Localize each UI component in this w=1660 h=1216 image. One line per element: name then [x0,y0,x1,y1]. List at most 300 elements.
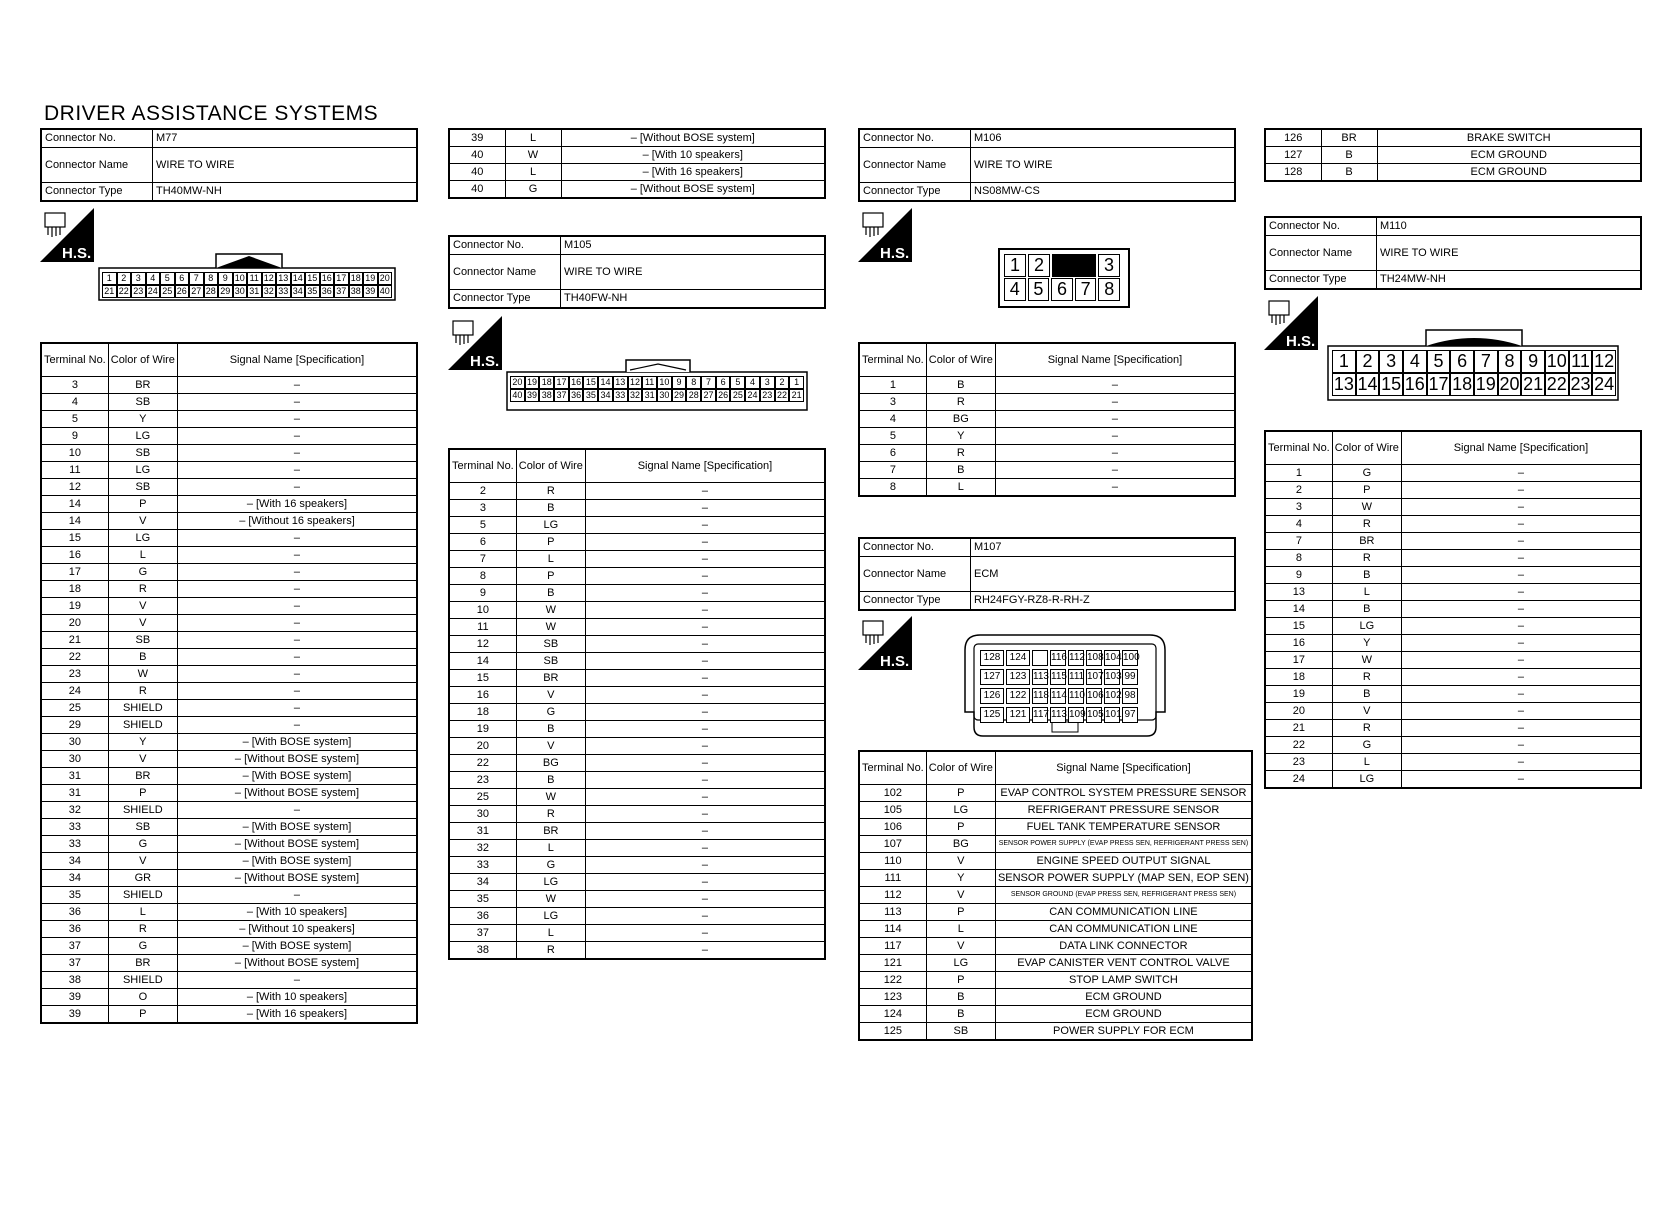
wire-color-cell: B [1332,567,1401,584]
m110-connector-info [1264,216,1642,290]
wire-color-cell: G [516,704,585,721]
table-row [41,394,417,411]
connector-name-label: Connector Name [859,148,971,183]
signal-name-cell: ENGINE SPEED OUTPUT SIGNAL [995,853,1252,870]
wire-color-cell: B [108,649,177,666]
table-row [1265,720,1641,737]
signal-name-cell: – [177,564,417,581]
connector-pin: 10 [657,376,672,389]
signal-name-cell: – [177,394,417,411]
terminal-no-cell: 3 [449,500,516,517]
connector-pin: 12 [1594,351,1615,371]
connector-pin: 3 [760,376,775,389]
terminal-no-cell: 11 [41,462,108,479]
wire-color-cell: R [108,581,177,598]
connector-pin: 1 [789,376,804,389]
connector-pin: 99 [1122,669,1138,685]
terminal-no-cell: 31 [449,823,516,840]
table-row [449,925,825,942]
terminal-no-cell: 30 [41,751,108,768]
m77-pin-grid [102,272,392,298]
connector-pin: 37 [334,285,349,298]
connector-pin: 15 [305,272,320,285]
terminal-no-cell: 15 [41,530,108,547]
table-row [449,585,825,602]
connector-pin: 4 [146,272,161,285]
table-row [859,1023,1252,1041]
wire-color-cell: SHIELD [108,802,177,819]
signal-name-cell: – [177,479,417,496]
terminal-no-cell: 16 [449,687,516,704]
signal-name-cell: – [177,581,417,598]
m107-terminal-table-continued [1264,128,1642,182]
m107-connector-info [858,537,1236,611]
signal-name-cell: – [1401,516,1641,533]
signal-name-cell: – [Without BOSE system] [561,181,825,199]
terminal-no-cell: 8 [1265,550,1332,567]
signal-name-cell: – [With BOSE system] [177,853,417,870]
connector-pin: 124 [1006,650,1030,666]
harness-side-icon [448,316,502,370]
connector-pin: 112 [1068,650,1084,666]
table-row [41,1006,417,1024]
table-row [1265,584,1641,601]
m106-terminal-table [858,342,1236,497]
m110-pin-row-top [1332,350,1616,373]
table-row [859,445,1235,462]
connector-pin: 36 [569,389,584,402]
signal-name-cell: – [177,615,417,632]
terminal-no-cell: 33 [449,857,516,874]
terminal-no-cell: 38 [41,972,108,989]
terminal-no-cell: 14 [41,496,108,513]
table-row [859,394,1235,411]
connector-pin: 6 [716,376,731,389]
connector-pin: 8 [1098,278,1120,301]
wire-color-cell: R [516,483,585,500]
signal-name-cell: – [995,394,1235,411]
terminal-no-cell: 4 [41,394,108,411]
terminal-no-cell: 18 [449,704,516,721]
signal-name-cell: – [585,619,825,636]
connector-pin: 103 [1104,669,1120,685]
connector-pin: 21 [789,389,804,402]
table-row [449,534,825,551]
table-row [449,704,825,721]
table-row [859,819,1252,836]
table-row [1265,516,1641,533]
wire-color-cell: LG [926,955,995,972]
wire-color-cell: R [926,394,995,411]
table-row [41,921,417,938]
signal-name-cell: – [With 16 speakers] [177,1006,417,1024]
table-row [859,955,1252,972]
wire-color-cell: SB [516,653,585,670]
signal-name-cell: – [1401,618,1641,635]
wire-color-cell: BG [926,836,995,853]
wire-color-cell: P [108,1006,177,1024]
wire-color-cell: BR [516,823,585,840]
connector-name-label: Connector Name [449,255,561,290]
connector-name-value: WIRE TO WIRE [971,148,1236,183]
terminal-no-cell: 23 [41,666,108,683]
wire-color-cell: L [926,921,995,938]
terminal-no-cell: 15 [449,670,516,687]
table-row [41,683,417,700]
wire-color-cell: Y [108,411,177,428]
terminal-no-cell: 3 [41,377,108,394]
terminal-no-cell: 32 [41,802,108,819]
terminal-no-cell: 1 [1265,465,1332,482]
connector-pin: 7 [1474,350,1498,373]
signal-header: Signal Name [Specification] [995,751,1252,785]
wire-color-cell: V [108,853,177,870]
connector-type-value: NS08MW-CS [971,183,1236,202]
table-row [859,887,1252,904]
table-row [41,989,417,1006]
connector-pin: 22 [775,389,790,402]
table-row [449,147,825,164]
terminal-no-cell: 19 [449,721,516,738]
connector-pin: 10 [1546,351,1567,371]
signal-name-cell: REFRIGERANT PRESSURE SENSOR [995,802,1252,819]
connector-pin: 15 [583,376,598,389]
connector-pin: 14 [1357,374,1378,394]
connector-type-label: Connector Type [449,290,561,309]
table-row [41,649,417,666]
connector-pin: 35 [305,285,320,298]
signal-name-cell: – [Without 10 speakers] [177,921,417,938]
table-row [1265,635,1641,652]
terminal-no-cell: 126 [1265,129,1321,147]
signal-name-cell: POWER SUPPLY FOR ECM [995,1023,1252,1041]
signal-name-cell: – [With BOSE system] [177,734,417,751]
connector-pin: 33 [276,285,291,298]
connector-pin: 107 [1086,669,1102,685]
terminal-no-cell: 8 [859,479,926,497]
connector-pin: 20 [378,272,393,285]
connector-no-value: M106 [971,129,1236,148]
wire-color-cell: SHIELD [108,972,177,989]
connector-pin: 40 [378,285,393,298]
terminal-no-cell: 39 [41,989,108,1006]
connector-pin: 24 [146,285,161,298]
table-row [41,666,417,683]
terminal-no-cell: 34 [41,853,108,870]
harness-side-icon [858,208,912,262]
signal-name-cell: – [With BOSE system] [177,819,417,836]
connector-pin: 18 [539,376,554,389]
wire-color-cell: G [108,564,177,581]
table-row [1265,533,1641,550]
connector-name-label: Connector Name [1265,236,1377,271]
terminal-no-cell: 125 [859,1023,926,1041]
terminal-no-cell: 32 [449,840,516,857]
signal-header: Signal Name [Specification] [585,449,825,483]
m106-connector-info [858,128,1236,202]
connector-no-value: M107 [971,538,1236,557]
signal-name-cell: – [With 10 speakers] [177,989,417,1006]
signal-name-cell: – [585,568,825,585]
hs-label: H.S. [880,653,910,670]
connector-pin: 34 [598,389,613,402]
wire-color-cell: G [108,836,177,853]
terminal-no-cell: 20 [449,738,516,755]
signal-name-cell: SENSOR GROUND (EVAP PRESS SEN, REFRIGERANT PRESS SEN) [995,887,1252,904]
connector-pin: 27 [189,285,204,298]
connector-pin: 22 [117,285,132,298]
signal-name-cell: – [177,411,417,428]
signal-name-cell: – [177,683,417,700]
table-row [41,496,417,513]
signal-name-cell: – [177,462,417,479]
signal-name-cell: – [177,428,417,445]
terminal-no-cell: 24 [41,683,108,700]
signal-name-cell: – [585,517,825,534]
connector-pin: 5 [160,272,175,285]
table-row [1265,465,1641,482]
wire-color-cell: L [516,551,585,568]
terminal-no-header: Terminal No. [859,751,926,785]
connector-pin: 8 [1498,350,1522,373]
table-row [859,972,1252,989]
signal-name-cell: STOP LAMP SWITCH [995,972,1252,989]
signal-name-cell: EVAP CONTROL SYSTEM PRESSURE SENSOR [995,785,1252,802]
table-row [449,483,825,500]
signal-name-cell: – [Without BOSE system] [177,955,417,972]
wire-color-cell: LG [1332,618,1401,635]
connector-type-label: Connector Type [859,183,971,202]
signal-name-cell: – [1401,601,1641,618]
connector-pin: 98 [1122,688,1138,704]
signal-name-cell: – [Without BOSE system] [177,785,417,802]
table-row [41,479,417,496]
table-row [859,989,1252,1006]
connector-name-value: WIRE TO WIRE [561,255,826,290]
connector-pin: 9 [218,272,233,285]
color-header: Color of Wire [1332,431,1401,465]
wire-color-cell: LG [108,462,177,479]
terminal-no-cell: 25 [449,789,516,806]
signal-name-cell: – [1401,652,1641,669]
hs-label: H.S. [62,245,92,262]
signal-name-cell: – [995,479,1235,497]
table-row [41,615,417,632]
connector-pin: 20 [1499,374,1520,394]
terminal-no-cell: 33 [41,819,108,836]
table-row [41,802,417,819]
terminal-no-cell: 110 [859,853,926,870]
connector-type-value: TH40FW-NH [561,290,826,309]
signal-name-cell: – [585,534,825,551]
connector-pin: 108 [1086,650,1102,666]
terminal-no-cell: 10 [449,602,516,619]
terminal-no-cell: 3 [859,394,926,411]
table-row [41,632,417,649]
connector-pin: 114 [1050,688,1066,704]
wire-color-cell: W [516,891,585,908]
table-row [449,789,825,806]
wire-color-cell: G [516,857,585,874]
terminal-no-cell: 9 [1265,567,1332,584]
wire-color-cell: V [516,738,585,755]
wire-color-cell: SB [108,445,177,462]
terminal-no-cell: 6 [449,534,516,551]
connector-pin: 6 [175,272,190,285]
wire-color-cell: L [516,925,585,942]
signal-name-cell: – [585,704,825,721]
signal-name-cell: – [With 10 speakers] [561,147,825,164]
table-row [1265,652,1641,669]
table-row [1265,164,1641,182]
connector-pin: 17 [554,376,569,389]
wire-color-cell: BR [1321,129,1377,147]
connector-pin: 1 [1004,254,1026,277]
connector-type-value: RH24FGY-RZ8-R-RH-Z [971,592,1236,611]
table-row [41,411,417,428]
table-row [41,972,417,989]
connector-pin: 127 [980,669,1004,685]
terminal-no-cell: 8 [449,568,516,585]
table-row [1265,147,1641,164]
signal-name-cell: ECM GROUND [995,989,1252,1006]
signal-name-cell: ECM GROUND [995,1006,1252,1023]
wire-color-cell: R [1332,720,1401,737]
connector-pin: 111 [1068,669,1084,685]
harness-side-icon [858,616,912,670]
signal-name-cell: – [585,908,825,925]
terminal-no-cell: 111 [859,870,926,887]
terminal-no-cell: 16 [1265,635,1332,652]
signal-name-cell: – [585,857,825,874]
connector-no-label: Connector No. [1265,217,1377,236]
table-row [41,768,417,785]
connector-pin: 30 [657,389,672,402]
table-row [41,513,417,530]
wire-color-cell: V [926,938,995,955]
connector-pin: 8 [686,376,701,389]
signal-name-cell: – [With 16 speakers] [561,164,825,181]
connector-pin: 19 [525,376,540,389]
wire-color-cell: W [516,602,585,619]
signal-name-cell: – [585,755,825,772]
connector-pin: 32 [262,285,277,298]
signal-name-cell: – [585,602,825,619]
terminal-no-cell: 7 [859,462,926,479]
hs-label: H.S. [1286,333,1316,350]
table-row [1265,703,1641,720]
signal-name-cell: CAN COMMUNICATION LINE [995,904,1252,921]
signal-header: Signal Name [Specification] [995,343,1235,377]
wire-color-cell: SB [516,636,585,653]
terminal-no-cell: 2 [1265,482,1332,499]
connector-no-value: M77 [153,129,418,148]
wire-color-cell: P [516,534,585,551]
table-row [859,938,1252,955]
connector-no-label: Connector No. [859,129,971,148]
connector-pin: 118 [1032,688,1048,704]
connector-pin: 9 [672,376,687,389]
table-row [1265,550,1641,567]
wire-color-cell: V [108,513,177,530]
terminal-no-cell: 40 [449,181,505,199]
terminal-no-cell: 36 [41,904,108,921]
connector-pin: 2 [117,272,132,285]
table-row [41,530,417,547]
table-row [41,428,417,445]
signal-name-cell: SENSOR POWER SUPPLY (MAP SEN, EOP SEN) [995,870,1252,887]
connector-no-label: Connector No. [41,129,153,148]
signal-name-cell: – [Without 16 speakers] [177,513,417,530]
wire-color-cell: W [108,666,177,683]
connector-pin: 15 [1381,374,1402,394]
terminal-no-cell: 122 [859,972,926,989]
terminal-no-cell: 128 [1265,164,1321,182]
m106-pin-row-bottom [1004,278,1120,301]
m105-terminal-table [448,448,826,960]
hs-label: H.S. [470,353,500,370]
terminal-no-cell: 112 [859,887,926,904]
table-row [449,517,825,534]
wire-color-cell: SB [926,1023,995,1041]
m77-connector-info [40,128,418,202]
table-row [859,479,1235,497]
terminal-no-cell: 25 [41,700,108,717]
terminal-no-cell: 7 [1265,533,1332,550]
wire-color-cell: GR [108,870,177,887]
signal-name-cell: – [177,530,417,547]
connector-pin: 128 [980,650,1004,666]
connector-pin: 3 [131,272,146,285]
connector-pin: 19 [1475,374,1496,394]
terminal-no-cell: 107 [859,836,926,853]
table-row [1265,567,1641,584]
connector-pin: 101 [1104,707,1120,723]
wire-color-cell: W [1332,499,1401,516]
connector-pin: 13 [1333,374,1354,394]
terminal-no-header: Terminal No. [41,343,108,377]
signal-name-cell: – [177,445,417,462]
wire-color-cell: P [108,785,177,802]
terminal-no-cell: 114 [859,921,926,938]
table-row [449,129,825,147]
table-row [449,636,825,653]
connector-pin: 11 [1569,350,1593,373]
signal-name-cell: – [1401,669,1641,686]
terminal-no-cell: 6 [859,445,926,462]
table-row [859,411,1235,428]
connector-pin: 115 [1050,669,1066,685]
connector-pin: 16 [320,272,335,285]
wire-color-cell: SHIELD [108,717,177,734]
wire-color-cell: O [108,989,177,1006]
connector-pin: 106 [1086,688,1102,704]
wire-color-cell: V [108,751,177,768]
signal-name-cell: – [1401,465,1641,482]
signal-name-cell: – [177,649,417,666]
connector-pin: 31 [642,389,657,402]
connector-type-value: TH24MW-NH [1377,271,1642,290]
signal-name-cell: – [585,772,825,789]
table-row [449,874,825,891]
wire-color-cell: BR [108,955,177,972]
terminal-no-cell: 18 [1265,669,1332,686]
terminal-no-cell: 37 [449,925,516,942]
wire-color-cell: B [516,585,585,602]
terminal-no-cell: 40 [449,147,505,164]
signal-name-cell: – [1401,737,1641,754]
signal-name-cell: – [585,585,825,602]
